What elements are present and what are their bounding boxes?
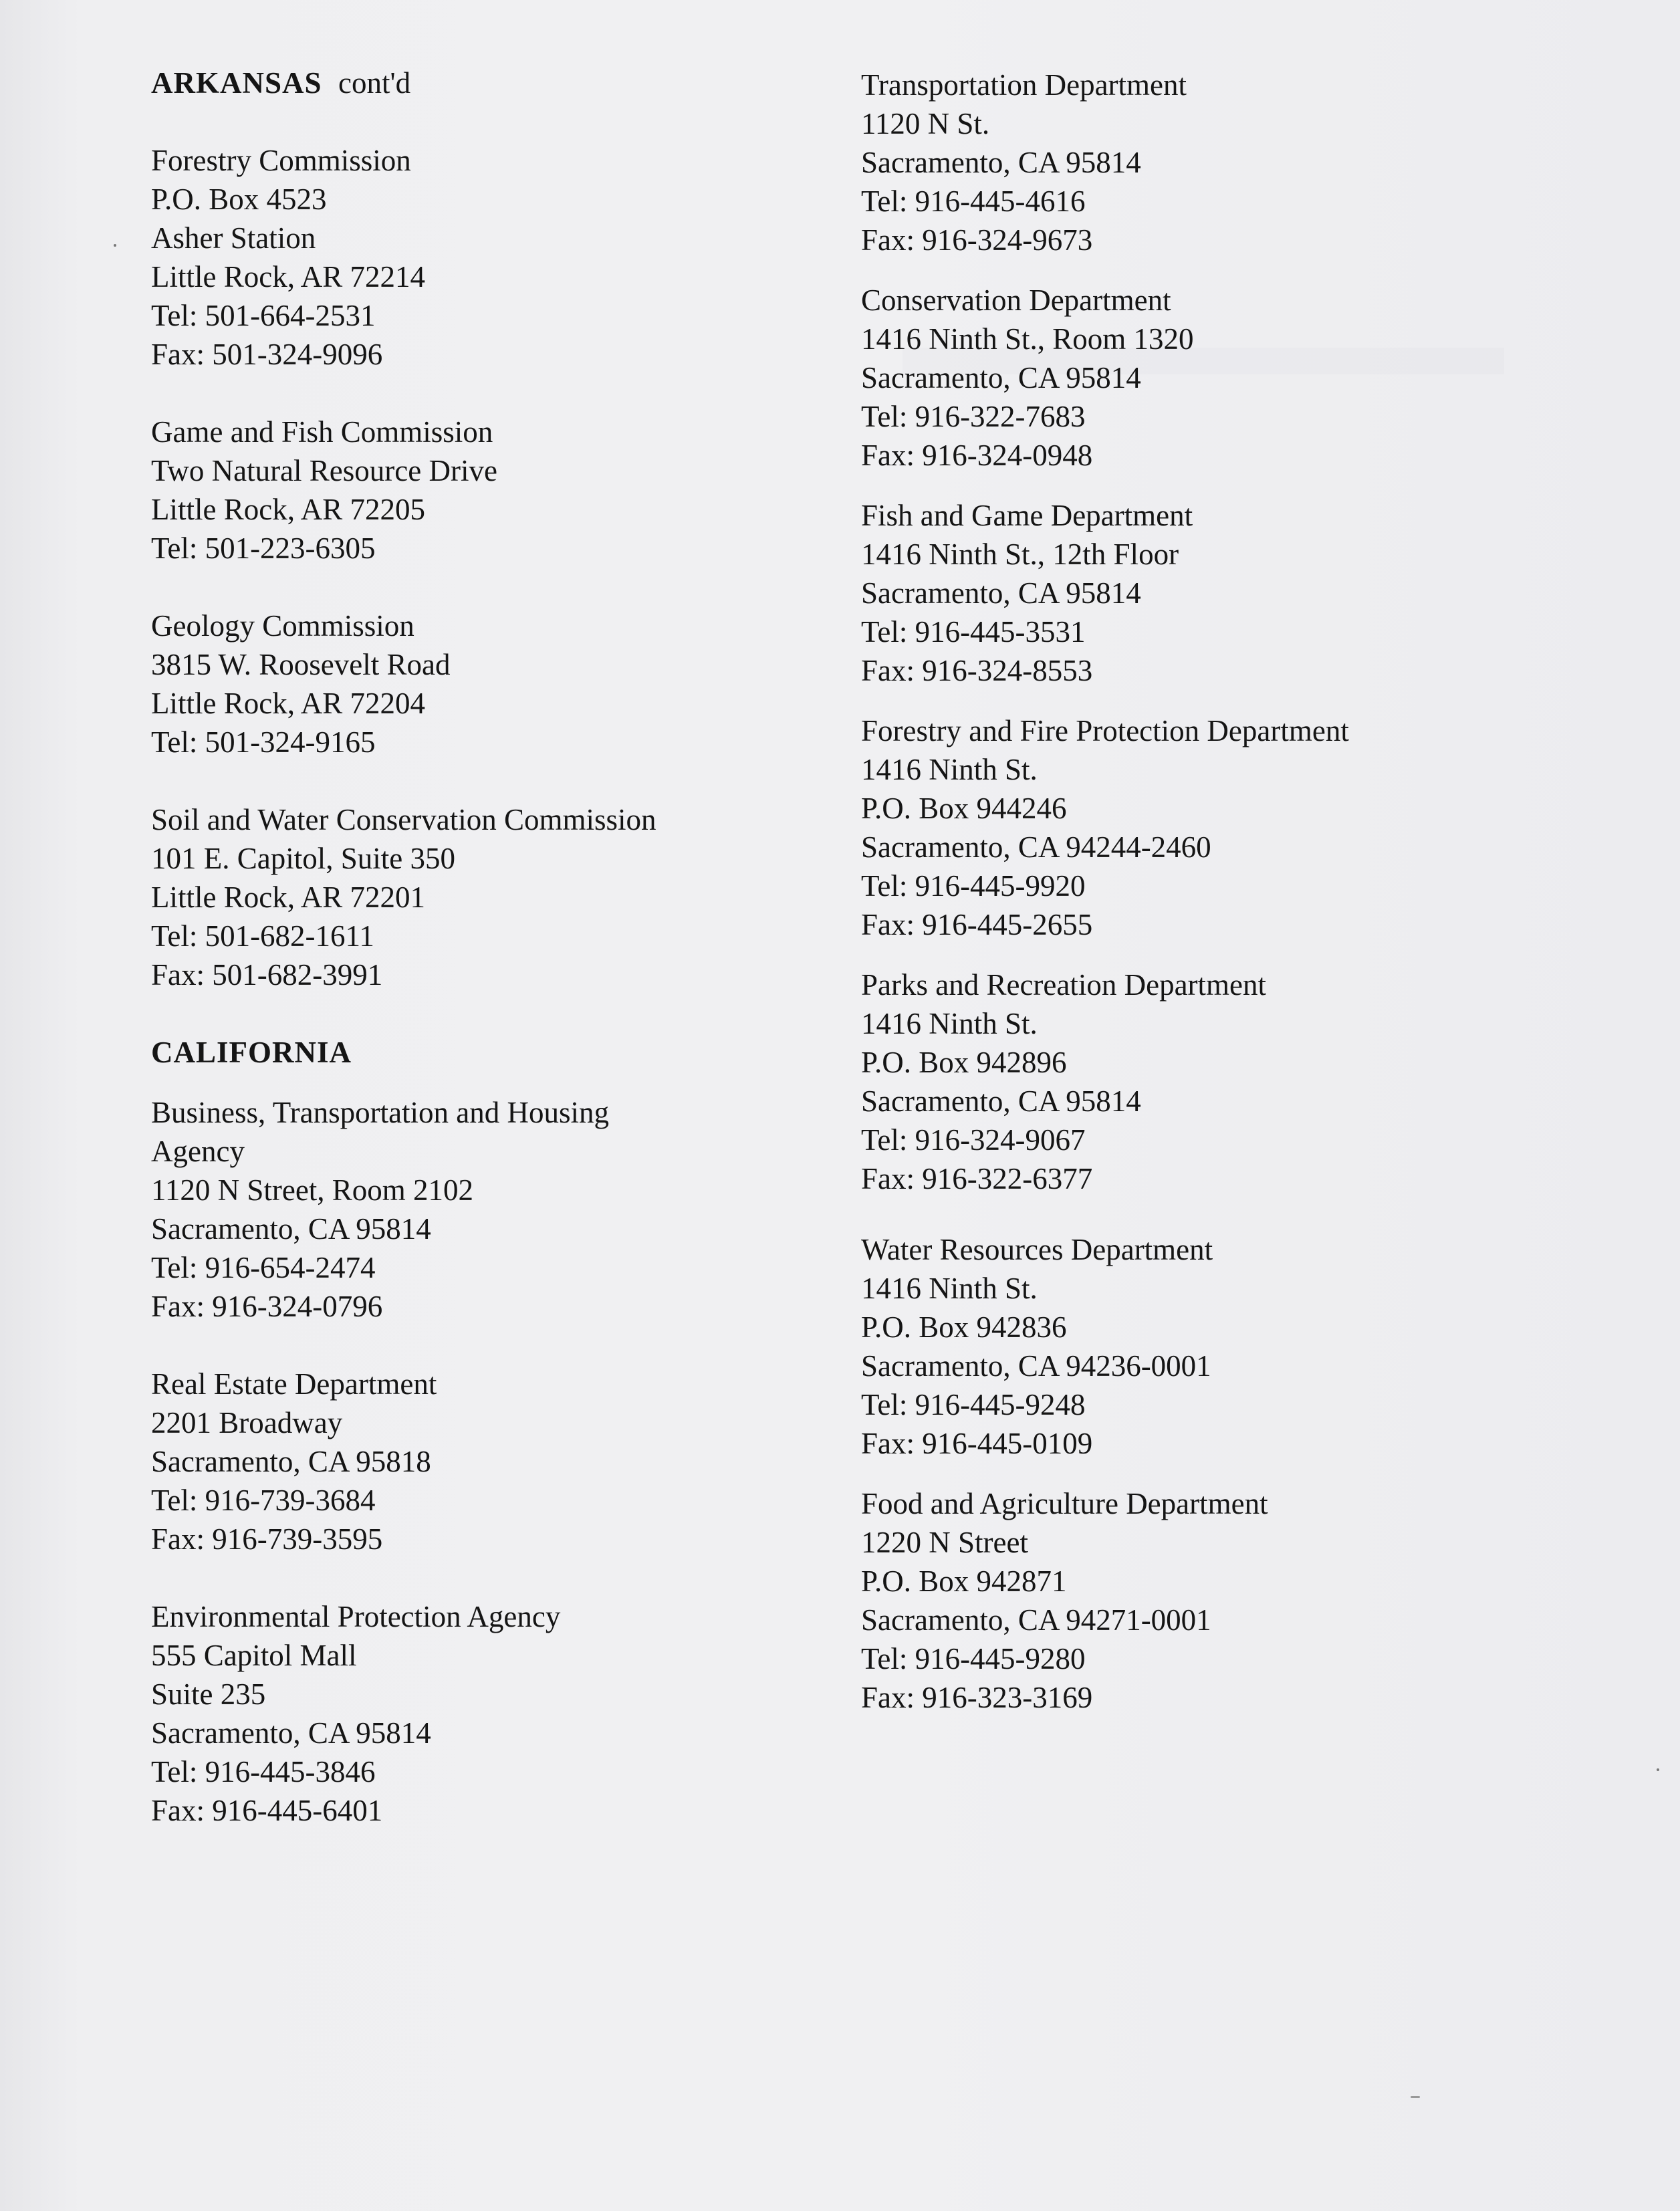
- address-line: P.O. Box 942896: [861, 1046, 1067, 1079]
- address-line: P.O. Box 4523: [151, 183, 327, 216]
- agency-entry: [861, 711, 1530, 944]
- telephone: Tel: 916-324-9067: [861, 1123, 1086, 1157]
- telephone: Tel: 916-654-2474: [151, 1251, 376, 1284]
- agency-entry: [861, 1484, 1530, 1717]
- section-california: [151, 1033, 820, 1830]
- telephone: Tel: 501-682-1611: [151, 919, 374, 953]
- heading-suffix: cont'd: [338, 66, 411, 100]
- fax: Fax: 916-445-0109: [861, 1427, 1093, 1460]
- city-state-zip: Sacramento, CA 95814: [151, 1212, 431, 1246]
- address-line: Asher Station: [151, 221, 316, 255]
- fax: Fax: 916-324-0796: [151, 1290, 383, 1323]
- address-line: 1416 Ninth St.: [861, 1007, 1038, 1040]
- address-line: 1416 Ninth St., Room 1320: [861, 322, 1194, 356]
- telephone: Tel: 916-445-9248: [861, 1388, 1086, 1421]
- city-state-zip: Little Rock, AR 72214: [151, 260, 425, 294]
- city-state-zip: Sacramento, CA 95814: [861, 576, 1141, 610]
- address-line: 1416 Ninth St.: [861, 1272, 1038, 1305]
- fax: Fax: 916-322-6377: [861, 1162, 1093, 1195]
- city-state-zip: Sacramento, CA 94244-2460: [861, 830, 1211, 864]
- city-state-zip: Sacramento, CA 95814: [861, 361, 1141, 394]
- left-column: [151, 64, 820, 1869]
- agency-entry: [151, 606, 820, 762]
- section-arkansas: [151, 64, 820, 994]
- telephone: Tel: 916-739-3684: [151, 1484, 376, 1517]
- agency-name: Game and Fish Commission: [151, 415, 493, 449]
- agency-entry: [861, 1230, 1530, 1463]
- telephone: Tel: 916-322-7683: [861, 400, 1086, 433]
- agency-name: Transportation Department: [861, 68, 1187, 102]
- city-state-zip: Sacramento, CA 95814: [151, 1716, 431, 1750]
- telephone: Tel: 916-445-3531: [861, 615, 1086, 649]
- agency-name-continued: Agency: [151, 1135, 245, 1168]
- address-line: 1416 Ninth St.: [861, 753, 1038, 786]
- telephone: Tel: 916-445-9280: [861, 1642, 1086, 1675]
- agency-name: Environmental Protection Agency: [151, 1600, 561, 1633]
- fax: Fax: 501-682-3991: [151, 958, 383, 992]
- heading-state: CALIFORNIA: [151, 1036, 352, 1069]
- address-line: P.O. Box 944246: [861, 792, 1067, 825]
- agency-entry: [151, 1597, 820, 1830]
- address-line: 1120 N St.: [861, 107, 990, 140]
- fax: Fax: 916-324-0948: [861, 439, 1093, 472]
- agency-entry: [861, 496, 1530, 690]
- fax: Fax: 916-324-8553: [861, 654, 1093, 687]
- agency-entry: [151, 1093, 820, 1326]
- telephone: Tel: 501-324-9165: [151, 725, 376, 759]
- fax: Fax: 916-445-2655: [861, 908, 1093, 941]
- section-heading: [151, 64, 820, 102]
- agency-name: Parks and Recreation Department: [861, 968, 1267, 1002]
- address-line: 2201 Broadway: [151, 1406, 343, 1439]
- telephone: Tel: 916-445-4616: [861, 185, 1086, 218]
- heading-state: ARKANSAS: [151, 66, 322, 100]
- city-state-zip: Sacramento, CA 95814: [861, 1084, 1141, 1118]
- address-line: 1416 Ninth St., 12th Floor: [861, 538, 1179, 571]
- agency-entry: [151, 800, 820, 994]
- address-line: 101 E. Capitol, Suite 350: [151, 842, 455, 875]
- agency-name: Soil and Water Conservation Commission: [151, 803, 656, 836]
- agency-name: Forestry Commission: [151, 144, 411, 177]
- city-state-zip: Sacramento, CA 94236-0001: [861, 1349, 1211, 1383]
- city-state-zip: Little Rock, AR 72204: [151, 687, 425, 720]
- section-heading: [151, 1033, 820, 1072]
- address-line: P.O. Box 942871: [861, 1564, 1067, 1598]
- agency-entry: [861, 66, 1530, 259]
- agency-entry: [151, 1365, 820, 1558]
- agency-entry: [151, 141, 820, 374]
- agency-name: Food and Agriculture Department: [861, 1487, 1268, 1520]
- telephone: Tel: 916-445-9920: [861, 869, 1086, 903]
- fax: Fax: 501-324-9096: [151, 338, 383, 371]
- fax: Fax: 916-323-3169: [861, 1681, 1093, 1714]
- city-state-zip: Sacramento, CA 95818: [151, 1445, 431, 1478]
- agency-name: Water Resources Department: [861, 1233, 1213, 1266]
- fax: Fax: 916-324-9673: [861, 223, 1093, 257]
- agency-name: Business, Transportation and Housing: [151, 1096, 610, 1129]
- agency-name: Conservation Department: [861, 283, 1171, 317]
- agency-name: Fish and Game Department: [861, 499, 1193, 532]
- agency-name: Real Estate Department: [151, 1367, 437, 1401]
- right-column: [861, 66, 1530, 1738]
- city-state-zip: Little Rock, AR 72201: [151, 881, 425, 914]
- fax: Fax: 916-445-6401: [151, 1794, 383, 1827]
- telephone: Tel: 501-223-6305: [151, 532, 376, 565]
- entry-list: [151, 1093, 820, 1830]
- agency-name: Geology Commission: [151, 609, 414, 643]
- agency-entry: [151, 413, 820, 568]
- address-line: 1120 N Street, Room 2102: [151, 1173, 474, 1207]
- address-line: P.O. Box 942836: [861, 1310, 1067, 1344]
- scan-speck: [1657, 1768, 1659, 1771]
- scan-speck: [114, 244, 116, 247]
- city-state-zip: Sacramento, CA 95814: [861, 146, 1141, 179]
- agency-name: Forestry and Fire Protection Department: [861, 714, 1349, 747]
- fax: Fax: 916-739-3595: [151, 1522, 383, 1556]
- address-line: Suite 235: [151, 1677, 266, 1711]
- telephone: Tel: 916-445-3846: [151, 1755, 376, 1788]
- address-line: 555 Capitol Mall: [151, 1639, 357, 1672]
- address-line: Two Natural Resource Drive: [151, 454, 497, 487]
- address-line: 3815 W. Roosevelt Road: [151, 648, 451, 681]
- scan-speck: [1411, 2096, 1420, 2098]
- agency-entry: [861, 965, 1530, 1198]
- city-state-zip: Sacramento, CA 94271-0001: [861, 1603, 1211, 1637]
- address-line: 1220 N Street: [861, 1526, 1028, 1559]
- entry-list: [151, 141, 820, 994]
- city-state-zip: Little Rock, AR 72205: [151, 493, 425, 526]
- agency-entry: [861, 281, 1530, 475]
- telephone: Tel: 501-664-2531: [151, 299, 376, 332]
